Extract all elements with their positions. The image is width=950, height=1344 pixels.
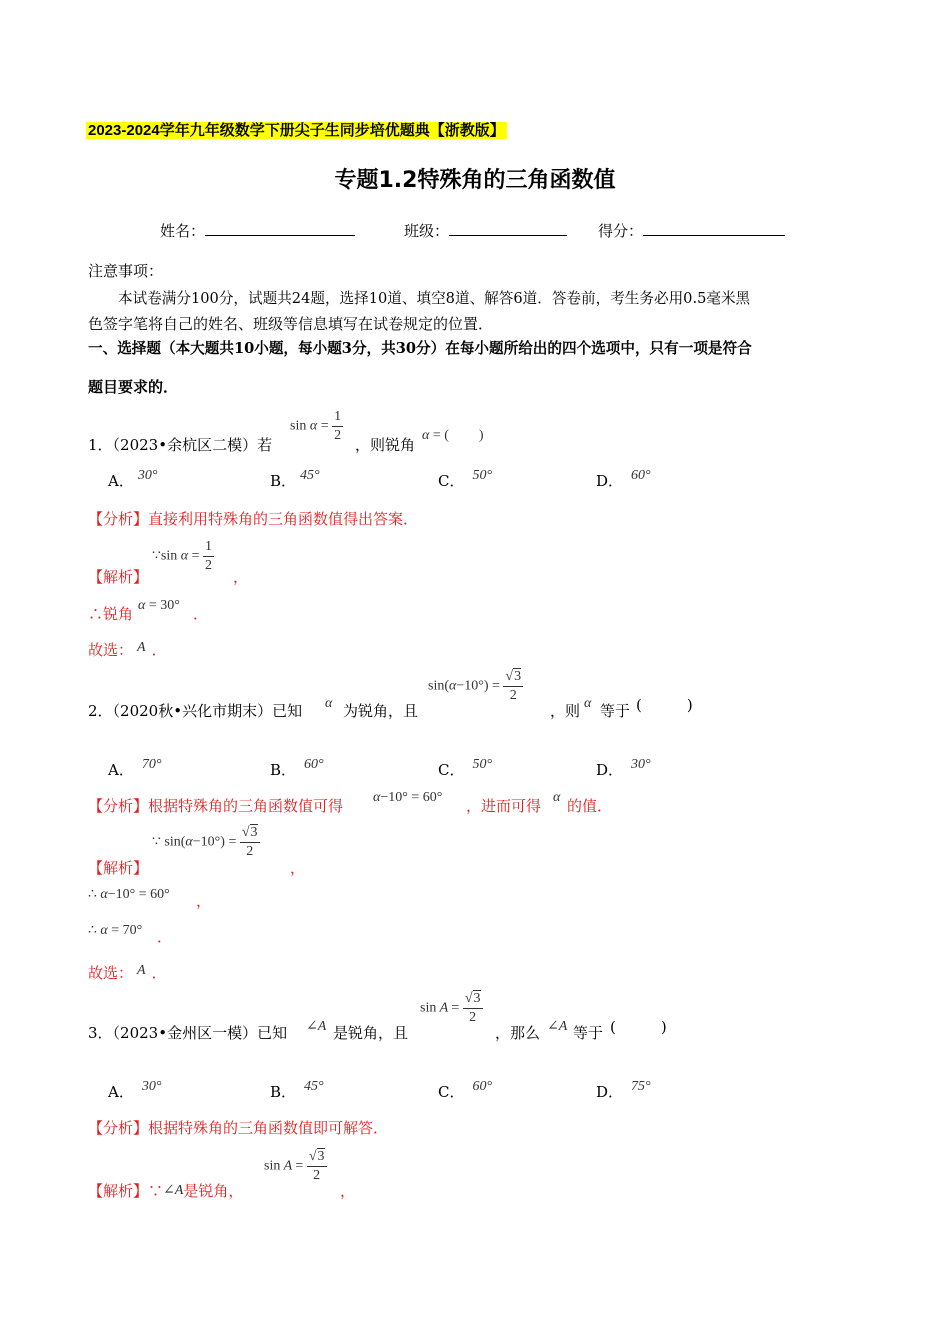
q3-option-c[interactable]	[438, 1081, 492, 1102]
q1-sol-num: 1	[203, 540, 214, 557]
sqrt-icon: √3	[241, 825, 258, 840]
name-field[interactable]	[160, 220, 355, 241]
q3-solution-label: 【解析】	[88, 1182, 149, 1200]
option-label: A．	[108, 472, 134, 490]
option-label: B．	[270, 472, 297, 490]
q2-frac-num	[503, 670, 523, 687]
q3-number: 3．	[88, 1024, 113, 1042]
q2-solution-formula-2	[88, 886, 170, 903]
q3-solution-formula	[264, 1150, 327, 1183]
q1-sol2-eq: = 30°	[148, 598, 180, 613]
q2-fraction	[503, 670, 523, 703]
q2-option-d[interactable]	[596, 759, 651, 780]
q1-fraction	[332, 410, 343, 443]
q2-answer	[88, 962, 167, 983]
option-value: 60°	[631, 468, 651, 483]
q3-sol-num	[307, 1150, 327, 1167]
q3-sin: sin	[420, 1000, 437, 1016]
q1-frac-den: 2	[334, 428, 342, 443]
q1-ask-formula	[422, 428, 484, 444]
q1-solution-formula-1	[152, 540, 214, 573]
q2-analysis-alpha: α	[553, 790, 561, 805]
q2-sol-alpha: α	[185, 834, 193, 850]
q2-sol-pre: ∵ sin(	[152, 834, 186, 850]
notice-line-2: 色签字笔将自己的姓名、班级等信息填写在试卷规定的位置．	[88, 315, 494, 333]
q3-sol-angle: ∠A	[163, 1183, 184, 1198]
option-label: C．	[438, 472, 465, 490]
q2-answer-end: ．	[151, 964, 167, 982]
q1-solution-label: 【解析】	[88, 568, 149, 586]
q1-solution-line-2	[88, 603, 133, 624]
notice-heading: 注意事项：	[88, 262, 164, 280]
q3-frac-num	[463, 992, 483, 1009]
q1-sol2-formula	[138, 598, 180, 614]
q2-sol3-alpha: α	[100, 923, 108, 938]
q2-sol2-alpha: α	[100, 887, 108, 902]
q1-ask-eq: = (	[432, 428, 449, 443]
q1-source: （2023•余杭区二模）若	[112, 436, 273, 454]
option-label: D．	[596, 472, 624, 490]
option-value: 30°	[631, 757, 651, 772]
q2-number: 2．	[88, 702, 113, 720]
q2-option-a[interactable]	[108, 759, 161, 780]
option-label: A．	[108, 761, 134, 779]
q2-answer-label: 故选：	[88, 964, 134, 982]
option-value: 45°	[304, 1079, 324, 1094]
q2-stem-mid: 为锐角，且	[343, 702, 419, 720]
q1-ask-close: )	[478, 428, 484, 443]
section-heading: 一、选择题（本大题共10小题，每小题3分，共30分）在每小题所给出的四个选项中，只有一项是符合	[88, 340, 752, 357]
q1-option-b[interactable]	[270, 470, 320, 491]
q3-sol-den: 2	[313, 1168, 321, 1183]
class-label: 班级：	[404, 222, 450, 240]
option-value: 50°	[472, 468, 493, 483]
question-1-stem	[88, 434, 272, 455]
q1-eq: =	[320, 418, 329, 434]
header-banner	[86, 119, 507, 140]
q1-sol-because: ∵sin	[152, 548, 178, 564]
q1-alpha: α	[309, 418, 318, 434]
q1-sol-alpha: α	[180, 548, 189, 564]
q2-cond-post: −10°) =	[456, 678, 500, 694]
q3-sol-pre: ∵	[148, 1182, 164, 1200]
q2-analysis-end: 的值．	[567, 797, 613, 815]
q2-condition-formula	[428, 670, 523, 703]
q3-analysis: 【分析】根据特殊角的三角函数值即可解答．	[88, 1119, 389, 1137]
q3-option-a[interactable]	[108, 1081, 161, 1102]
option-label: A．	[108, 1083, 134, 1101]
q2-sol-fraction	[240, 826, 260, 859]
q1-sol-den: 2	[205, 558, 213, 573]
q2-alpha: α	[449, 678, 457, 694]
q3-stem-mid: 是锐角，且	[333, 1024, 409, 1042]
option-label: D．	[596, 1083, 624, 1101]
q2-an-alpha: α	[373, 790, 381, 805]
q2-sol3-end: ．	[157, 928, 173, 946]
q2-an-math: −10° = 60°	[380, 790, 443, 805]
q3-ask: 等于	[573, 1024, 604, 1042]
q2-solution-formula-3	[88, 922, 142, 939]
q3-option-b[interactable]	[270, 1081, 324, 1102]
q1-stem-mid: ，则锐角	[355, 436, 416, 454]
q2-stem-tail: ，则	[550, 702, 581, 720]
q2-sol1-end: ，	[290, 859, 306, 877]
q2-analysis-pre: 【分析】根据特殊角的三角函数值可得	[88, 797, 344, 815]
option-value: 45°	[300, 468, 320, 483]
question-3-stem	[88, 1022, 287, 1043]
q2-option-b[interactable]	[270, 759, 324, 780]
q2-sol-num	[240, 826, 260, 843]
option-value: 50°	[472, 757, 493, 772]
q3-eq: =	[451, 1000, 460, 1016]
question-2-stem	[88, 700, 302, 721]
option-value: 30°	[141, 1079, 162, 1094]
option-label: B．	[270, 761, 297, 779]
q3-solution-line	[88, 1180, 243, 1201]
q1-answer-label: 故选：	[88, 641, 134, 659]
q2-source: （2020秋•兴化市期末）已知	[112, 702, 303, 720]
q1-sin: sin	[290, 418, 307, 434]
q1-sol-eq: =	[191, 548, 200, 564]
q1-ask-alpha: α	[422, 428, 430, 443]
q3-sol-end: ，	[340, 1182, 356, 1200]
q2-option-c[interactable]	[438, 759, 492, 780]
q1-option-c[interactable]	[438, 470, 492, 491]
q3-paren: ( )	[610, 1018, 667, 1036]
section-heading-cont: 题目要求的．	[88, 378, 179, 396]
option-value: 30°	[137, 468, 158, 483]
q2-sol-den: 2	[246, 844, 254, 859]
q3-stem-tail: ，那么	[495, 1024, 541, 1042]
q3-ask-angle: ∠A	[547, 1019, 568, 1034]
q2-analysis-formula	[373, 790, 442, 806]
q1-sol1-end: ，	[233, 568, 249, 586]
q2-ask-alpha: α	[584, 696, 592, 711]
q1-sol2-alpha: α	[138, 598, 146, 613]
q1-frac-num: 1	[332, 410, 343, 427]
banner-text: 2023-2024学年九年级数学下册尖子生同步培优题典【浙教版】	[88, 122, 505, 139]
q1-condition-formula	[290, 410, 343, 443]
q1-answer	[88, 639, 167, 660]
sqrt-icon: √3	[464, 991, 481, 1006]
score-field[interactable]	[598, 220, 785, 241]
q2-sol-post: −10°) =	[192, 834, 237, 850]
q3-sol-fraction	[307, 1150, 327, 1183]
q2-sol2-post: −10° = 60°	[107, 887, 170, 902]
q1-option-d[interactable]	[596, 470, 651, 491]
q2-frac-den: 2	[509, 688, 517, 703]
q3-sol-mid: 是锐角，	[183, 1182, 244, 1200]
q3-var: A	[439, 1000, 448, 1016]
q1-sol2-end: ．	[193, 605, 209, 623]
q2-answer-value: A	[137, 963, 146, 978]
q2-sol2-end: ，	[196, 892, 212, 910]
score-blank[interactable]	[643, 221, 785, 236]
q2-paren: ( )	[636, 696, 693, 714]
q2-solution-label: 【解析】	[88, 859, 149, 877]
notice-line-1: 本试卷满分100分，试题共24题，选择10道、填空8道、解答6道．答卷前，考生务必用0.5毫米黑	[118, 290, 751, 307]
q1-answer-end: ．	[151, 641, 167, 659]
class-blank[interactable]	[449, 221, 567, 236]
sqrt-icon: √3	[505, 669, 522, 684]
q3-frac-den: 2	[469, 1010, 477, 1025]
option-value: 60°	[304, 757, 324, 772]
sqrt-icon: √3	[308, 1149, 325, 1164]
option-label: C．	[438, 1083, 465, 1101]
q3-condition-formula	[420, 992, 483, 1025]
name-label: 姓名：	[160, 222, 206, 240]
option-label: C．	[438, 761, 465, 779]
q1-answer-value: A	[137, 640, 146, 655]
q3-source: （2023•金州区一模）已知	[112, 1024, 288, 1042]
name-blank[interactable]	[205, 221, 355, 236]
q2-analysis-mid: ，进而可得	[466, 797, 542, 815]
q3-fraction	[463, 992, 483, 1025]
q1-number: 1．	[88, 436, 113, 454]
q2-sol3-pre: ∴	[88, 923, 97, 938]
option-value: 75°	[631, 1079, 651, 1094]
q3-sol-sin: sin	[264, 1158, 281, 1174]
score-label: 得分：	[598, 222, 644, 240]
q1-analysis: 【分析】直接利用特殊角的三角函数值得出答案．	[88, 510, 419, 528]
q2-solution-formula-1	[152, 826, 260, 859]
q3-sol-eq: =	[295, 1158, 304, 1174]
q1-option-a[interactable]	[108, 470, 157, 491]
q3-angle: ∠A	[306, 1019, 327, 1034]
q1-sol2-pre: ∴锐角	[88, 605, 134, 623]
option-label: B．	[270, 1083, 297, 1101]
q1-sol-fraction	[203, 540, 214, 573]
q2-sin: sin(	[428, 678, 449, 694]
q2-ask: 等于	[600, 702, 631, 720]
page-title: 专题1.2特殊角的三角函数值	[334, 168, 616, 193]
q2-sol2-pre: ∴	[88, 887, 97, 902]
class-field[interactable]	[404, 220, 567, 241]
q3-option-d[interactable]	[596, 1081, 651, 1102]
option-value: 60°	[472, 1079, 493, 1094]
q2-sol3-post: = 70°	[111, 923, 143, 938]
q2-var-alpha: α	[325, 696, 333, 711]
option-value: 70°	[141, 757, 162, 772]
option-label: D．	[596, 761, 624, 779]
q3-sol-var: A	[283, 1158, 292, 1174]
